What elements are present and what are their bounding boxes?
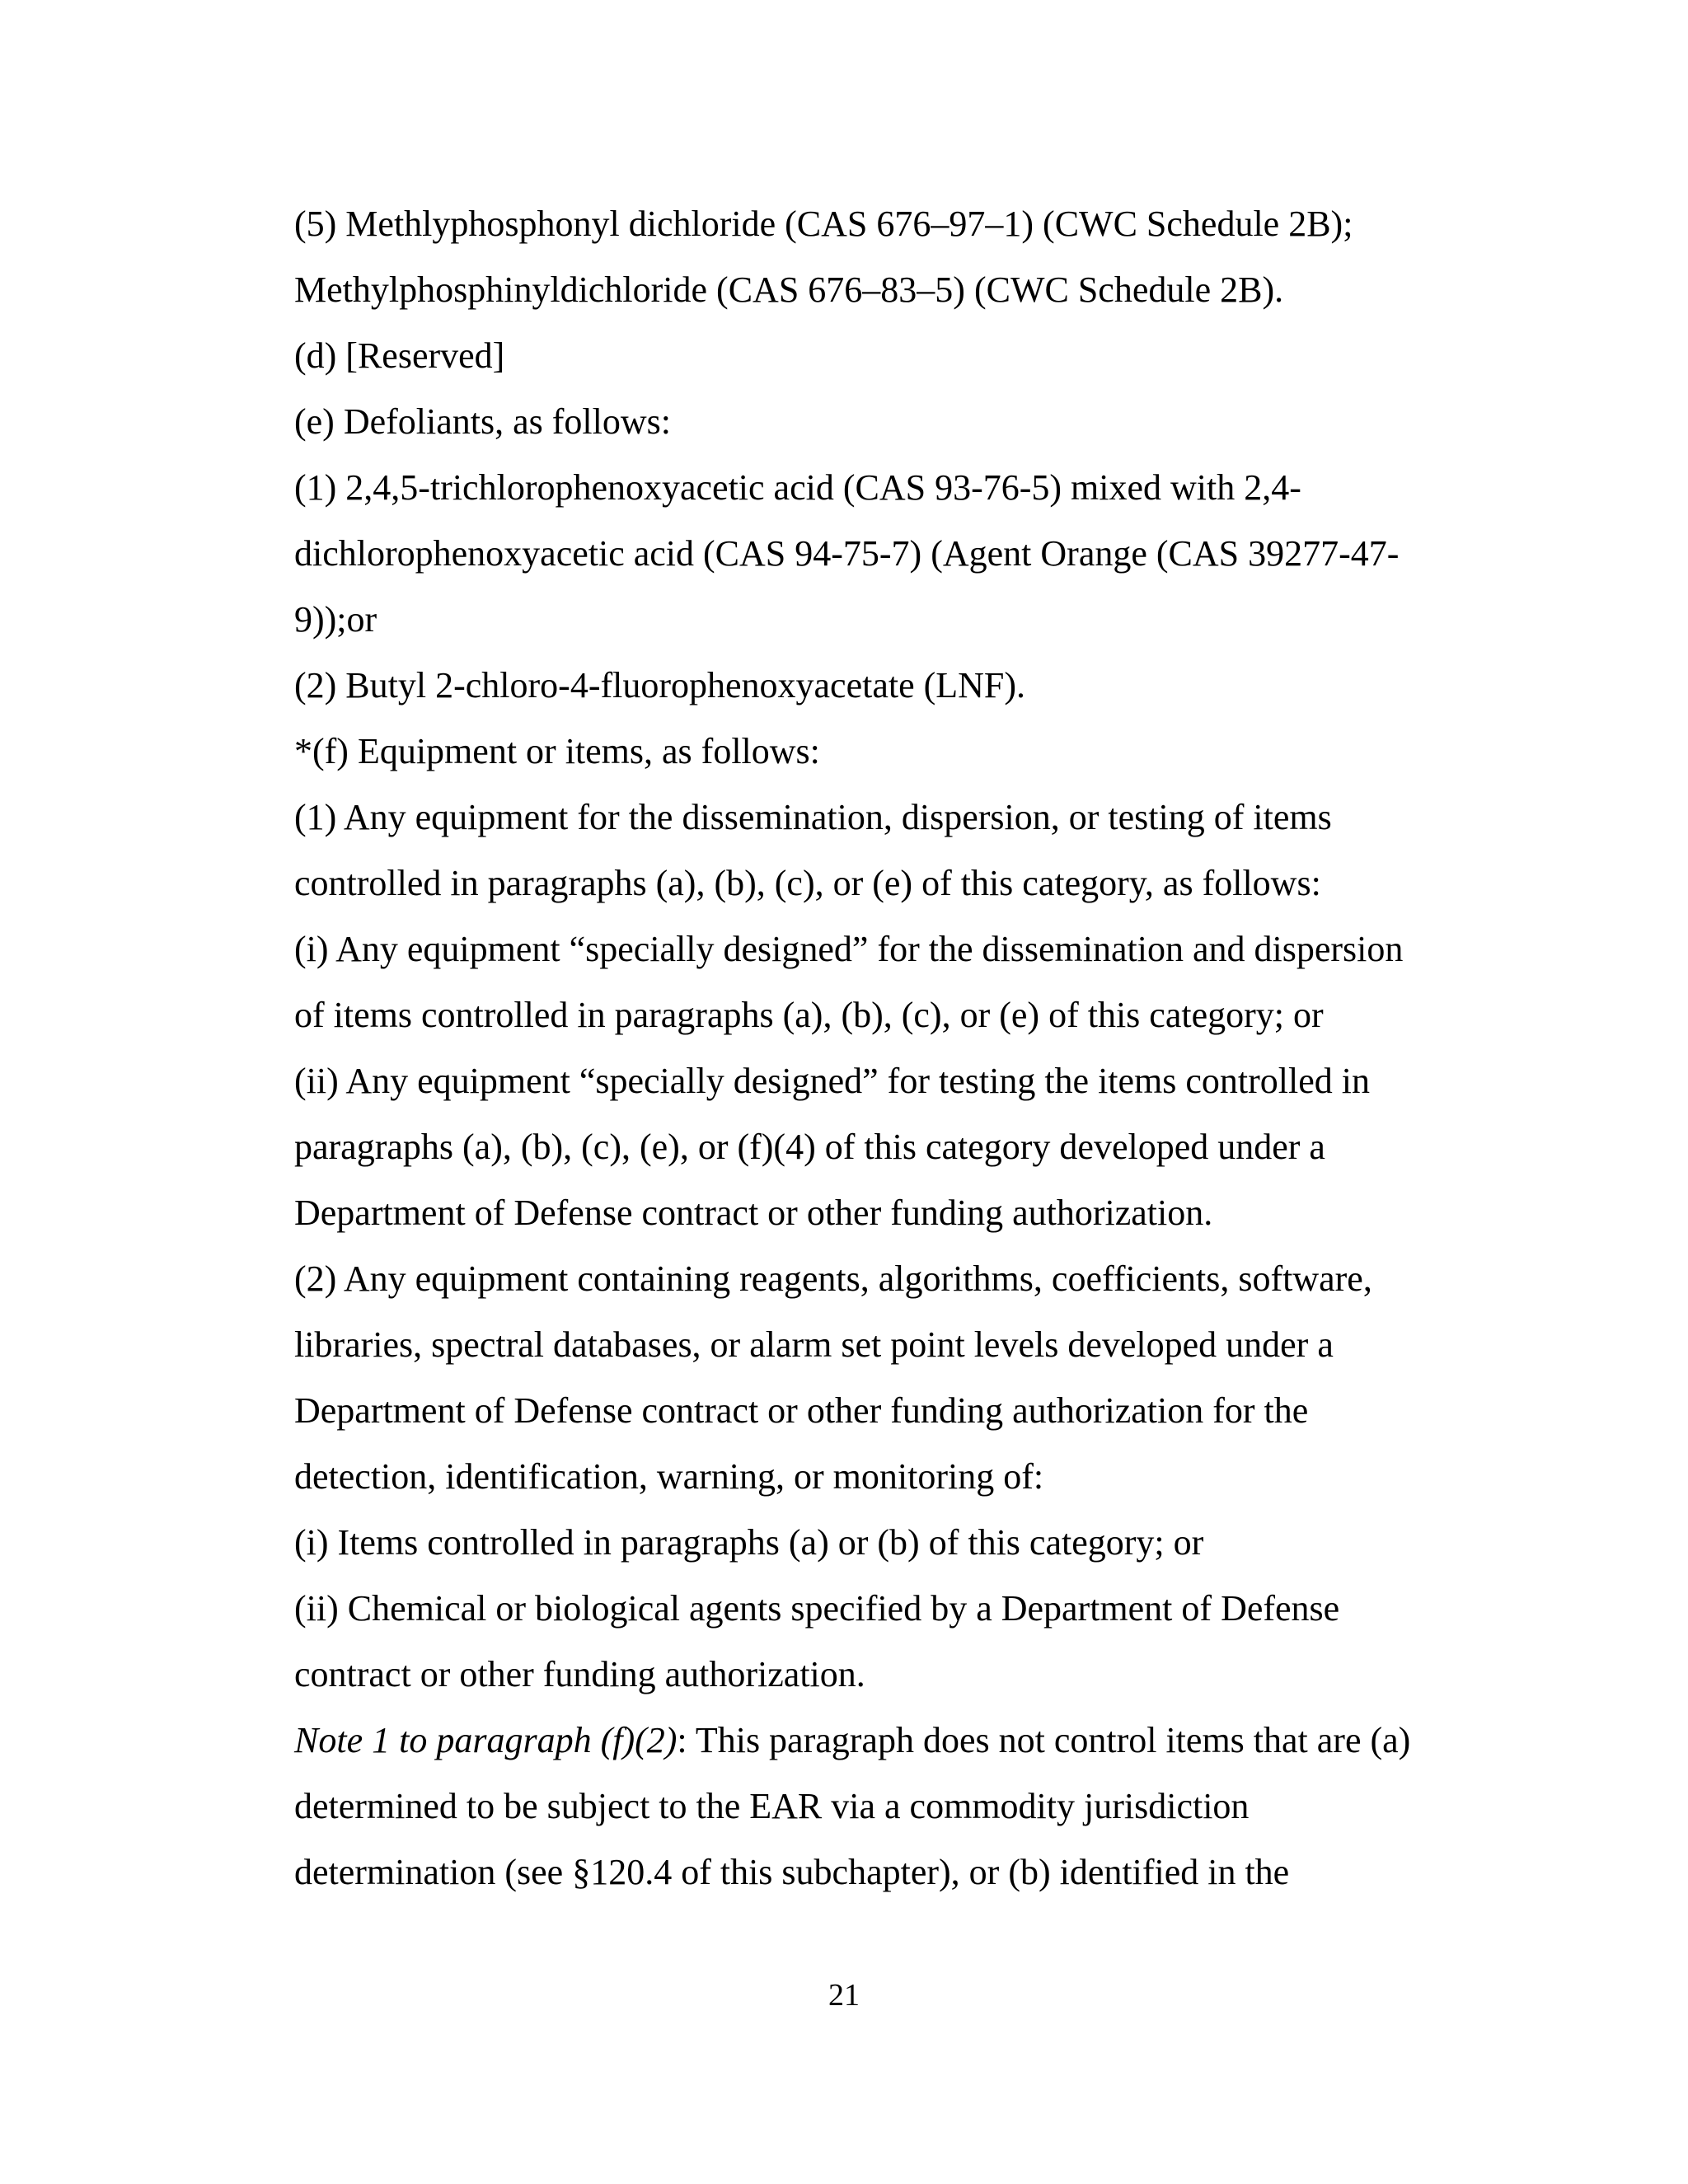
text-line: (5) Methlyphosphonyl dichloride (CAS 676–97–1) (CWC Schedule 2B); [294, 204, 1353, 244]
text-line: (i) Items controlled in paragraphs (a) or (b) of this category; or [294, 1522, 1204, 1563]
note-line [294, 1708, 1473, 1774]
note-continuation-line: determination (see §120.4 of this subchapter), or (b) identified in the [294, 1852, 1290, 1892]
text-line: Department of Defense contract or other funding authorization. [294, 1193, 1213, 1233]
text-line: (1) 2,4,5-trichlorophenoxyacetic acid (CAS 93-76-5) mixed with 2,4- [294, 467, 1301, 508]
text-line: (d) [Reserved] [294, 335, 505, 376]
text-line: (2) Butyl 2-chloro-4-fluorophenoxyacetate (LNF). [294, 665, 1026, 705]
text-line: paragraphs (a), (b), (c), (e), or (f)(4) of this category developed under a [294, 1127, 1325, 1167]
note-continuation-line: determined to be subject to the EAR via a commodity jurisdiction [294, 1786, 1250, 1826]
text-line: (ii) Any equipment “specially designed” for testing the items controlled in [294, 1061, 1371, 1101]
text-line: libraries, spectral databases, or alarm set point levels developed under a [294, 1324, 1334, 1365]
text-line: (e) Defoliants, as follows: [294, 401, 671, 442]
note-text: : This paragraph does not control items that are (a) [677, 1720, 1411, 1760]
text-line: 9));or [294, 599, 377, 640]
text-line: Department of Defense contract or other funding authorization for the [294, 1390, 1309, 1431]
page-number: 21 [828, 1978, 860, 2013]
text-line: (ii) Chemical or biological agents specified by a Department of Defense [294, 1588, 1340, 1629]
text-line: Methylphosphinyldichloride (CAS 676–83–5) (CWC Schedule 2B). [294, 269, 1284, 310]
text-line: controlled in paragraphs (a), (b), (c), or (e) of this category, as follows: [294, 863, 1321, 903]
text-line: (2) Any equipment containing reagents, algorithms, coefficients, software, [294, 1258, 1372, 1299]
text-line: detection, identification, warning, or monitoring of: [294, 1456, 1044, 1497]
text-line: contract or other funding authorization. [294, 1654, 865, 1694]
text-line: dichlorophenoxyacetic acid (CAS 94-75-7) (Agent Orange (CAS 39277-47- [294, 533, 1400, 574]
text-line: (i) Any equipment “specially designed” for the dissemination and dispersion [294, 929, 1404, 969]
text-line: of items controlled in paragraphs (a), (b), (c), or (e) of this category; or [294, 995, 1324, 1035]
note-label: Note 1 to paragraph (f)(2) [294, 1720, 678, 1760]
text-line: (1) Any equipment for the dissemination, dispersion, or testing of items [294, 797, 1332, 837]
text-line: *(f) Equipment or items, as follows: [294, 731, 820, 771]
page-body [294, 191, 1473, 1905]
